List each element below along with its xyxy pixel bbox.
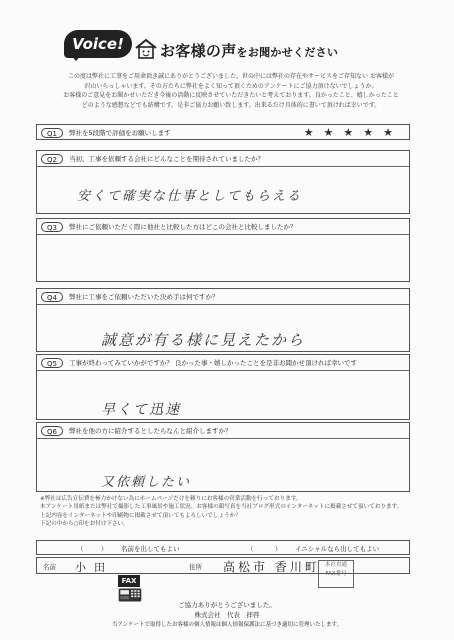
stamp-line: 本社直通 bbox=[324, 562, 347, 568]
intro-line: どのような感想などでも結構です。是非ご協力お願い致します。出来るだけ具体的に書いて頂ければ幸いです。 bbox=[81, 101, 381, 109]
footer-privacy: 当アンケートで取得したお客様の個人情報は個人情報保護法に基づき適切に管理いたします。 bbox=[111, 622, 343, 628]
paren-close: ） bbox=[275, 545, 282, 553]
fax-label: FAX bbox=[118, 575, 140, 587]
consent-option-initials[interactable]: イニシャルなら出してもよい bbox=[295, 545, 380, 553]
paren-open: （ bbox=[77, 545, 84, 553]
question-header bbox=[37, 289, 409, 305]
question-q5 bbox=[36, 354, 410, 420]
question-text: 弊社を他の方に紹介するとしたらなんと紹介しますか？ bbox=[69, 427, 232, 435]
voice-logo: Voice! bbox=[64, 30, 132, 58]
notice-line: 本アンケート用紙または弊社で撮影した工事風景や施工状況、お客様の顔写真を当社ブログ形式のインターネットに掲載させて頂いております。 bbox=[40, 504, 403, 511]
question-text: 弊社にご依頼いただく際に他社と比較した方はどこの会社と比較しましたか？ bbox=[69, 223, 297, 231]
answer-text: 又依頼したい bbox=[101, 475, 192, 490]
answer-text: 早くて迅速 bbox=[101, 402, 181, 418]
fax-stamp bbox=[318, 560, 354, 588]
title-main: お客様の声 bbox=[160, 42, 237, 60]
question-header bbox=[37, 355, 409, 371]
intro-line: お客様のご意見をお聞かせいただき今後の活動に反映させていただきたいと考えております。良かったこと、嬉しかったこと bbox=[63, 92, 399, 99]
consent-options-row bbox=[36, 540, 410, 555]
question-number: Q2 bbox=[41, 154, 63, 164]
logo-bubble-tail bbox=[70, 54, 82, 61]
question-q3 bbox=[36, 218, 410, 282]
notice-line: 下記の中から○印をお付け下さい。 bbox=[40, 521, 129, 528]
page-title bbox=[160, 40, 338, 61]
question-q1 bbox=[36, 124, 410, 140]
intro-line: 沢山いらっしゃいます。その方たちに弊社をよく知って頂くためのアンケートにご協力頂けないでしょうか。 bbox=[84, 82, 378, 90]
question-number: Q5 bbox=[41, 358, 63, 368]
intro-text bbox=[46, 72, 416, 110]
answer-text: 誠意が有る様に見えたから bbox=[101, 331, 306, 349]
question-q6 bbox=[36, 422, 410, 492]
name-value[interactable]: 小田 bbox=[75, 561, 113, 574]
question-header bbox=[37, 219, 409, 235]
question-text: 弊社に工事をご依頼いただいた決め手は何ですか？ bbox=[69, 293, 219, 301]
title-sub: をお聞かせください bbox=[236, 46, 339, 59]
footer-company: 株式会社 代表 拝啓 bbox=[194, 611, 260, 619]
notice-line: ※弊社は広告宣伝費を極力かけない為にホームページだけを頼りにお客様の営業活動を行っております。 bbox=[40, 496, 302, 502]
question-header bbox=[37, 423, 409, 439]
notice-text bbox=[40, 495, 410, 529]
name-label: 名前 bbox=[43, 563, 56, 571]
paren-close: ） bbox=[101, 545, 108, 553]
address-label: 住所 bbox=[189, 563, 202, 571]
consent-option-name[interactable]: 名前を出してもよい bbox=[121, 545, 180, 553]
question-header bbox=[37, 151, 409, 167]
footer-thanks: ご協力ありがとうございました。 bbox=[178, 601, 276, 609]
question-q4 bbox=[36, 288, 410, 352]
house-face-icon bbox=[134, 38, 158, 60]
paren-open: （ bbox=[247, 545, 254, 553]
question-number: Q6 bbox=[41, 426, 63, 436]
address-value[interactable]: 高松市 香川町 bbox=[223, 560, 320, 574]
question-number: Q3 bbox=[41, 222, 63, 232]
question-text: 当初、工事を依頼する会社にどんなことを期待されていましたか？ bbox=[69, 155, 264, 163]
question-text: 弊社を5段階で評価をお願いします bbox=[69, 129, 171, 137]
intro-line: この度は弊社に工事をご用命頂き誠にありがとうございました。世の中には弊社の存在やサービスをご存知ない お客様が bbox=[68, 73, 394, 80]
rating-stars[interactable]: ★★★★★ bbox=[303, 126, 403, 139]
question-number: Q4 bbox=[41, 292, 63, 302]
notice-line: 上記内容をインターネットや印刷物に掲載させて頂いてもよろしいでしょうか？ bbox=[40, 512, 241, 519]
stamp-line: FAX番号 bbox=[325, 571, 347, 577]
question-number: Q1 bbox=[41, 128, 63, 138]
question-q2 bbox=[36, 150, 410, 214]
answer-text: 安くて確実な仕事としてもらえる bbox=[77, 189, 303, 204]
question-text: 工事が終わってみていかがですか？ 良かった事・嬉しかったことを是非お聞かせ頂ければ幸いです bbox=[69, 359, 358, 367]
